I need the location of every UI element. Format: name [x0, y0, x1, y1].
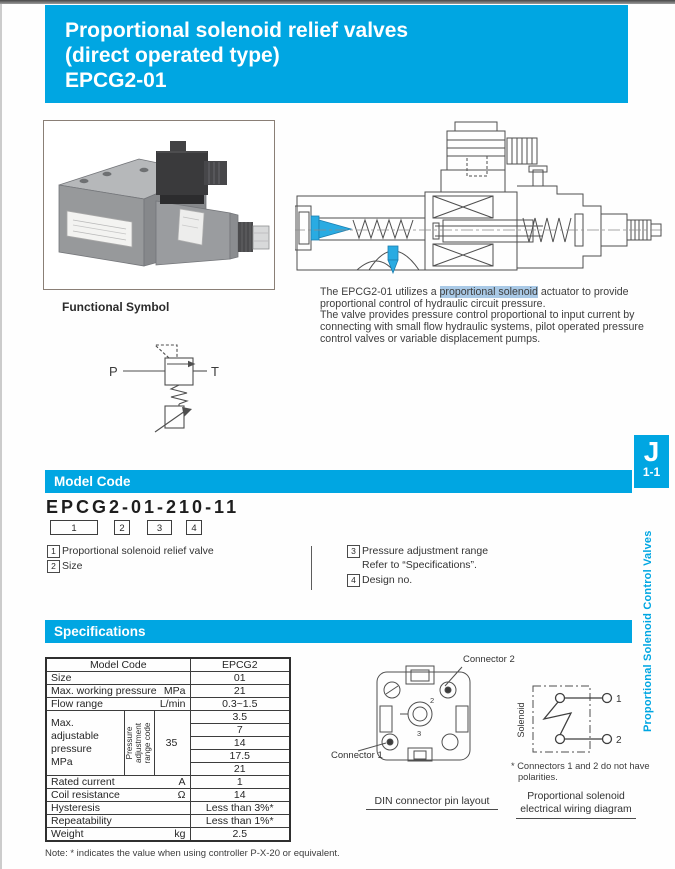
legend-divider — [311, 546, 312, 590]
section-tab — [634, 435, 669, 488]
solenoid-label: Solenoid — [516, 702, 526, 738]
intro-highlighted-term: proportional solenoid — [439, 286, 538, 298]
legend-text-3b: Refer to “Specifications”. — [362, 559, 477, 571]
page-left-edge — [0, 4, 2, 869]
terminal-1-label: 1 — [616, 694, 622, 705]
spec-weight-label: Weight — [51, 828, 84, 840]
spec-adj-label: Max. adjustable pressure MPa — [51, 717, 99, 768]
page-title-line3: EPCG2-01 — [65, 69, 167, 92]
spec-rated-label: Rated current — [51, 776, 115, 788]
page-title-line1: Proportional solenoid relief valves — [65, 19, 409, 42]
spec-note: Note: * indicates the value when using controller P-X-20 or equivalent. — [45, 848, 340, 859]
spec-rated-value: 1 — [190, 776, 290, 789]
page-title-banner — [45, 5, 628, 103]
table-row — [46, 789, 290, 802]
drawing-poppet-highlight — [319, 220, 351, 238]
functional-symbol-diagram — [105, 333, 240, 445]
cross-section-drawing — [295, 120, 665, 287]
model-code-section-header: Model Code — [45, 470, 632, 493]
valve-photo-illustration — [44, 121, 272, 287]
legend-text-4: Design no. — [362, 574, 413, 586]
spec-coil-value: 14 — [190, 789, 290, 802]
symbol-pilot-line — [155, 345, 177, 358]
legend-text-2: Size — [62, 560, 83, 572]
table-row — [46, 711, 290, 724]
intro-post: actuator to provide proportional control of hydraulic circuit pressure. — [320, 286, 629, 310]
spec-flow-value: 0.3~1.5 — [190, 698, 290, 711]
spec-adj-code-0: 35 — [165, 736, 178, 749]
symbol-solenoid-box — [165, 406, 184, 428]
product-photo — [43, 120, 275, 290]
spec-header-label: Model Code — [46, 658, 190, 672]
table-row — [46, 815, 290, 828]
table-row — [46, 802, 290, 815]
table-row — [46, 698, 290, 711]
spec-adj-value-1: 7 — [190, 724, 290, 737]
table-row — [46, 685, 290, 698]
legend-num-2: 2 — [47, 560, 60, 573]
section-tab-number: 1-1 — [642, 465, 661, 479]
drawing-din-plug — [447, 131, 505, 170]
model-code-box-1: 1 — [50, 520, 98, 535]
spec-coil-label: Coil resistance — [51, 789, 120, 801]
legend-text-3: Pressure adjustment range — [362, 545, 489, 557]
spec-weight-value: 2.5 — [190, 828, 290, 842]
intro-line2: The valve provides pressure control proportional to input current by connecting with small flow hydraulic systems, pilot operated pressure control valves or variable displacement pumps. — [320, 309, 644, 345]
model-code-box-2: 2 — [114, 520, 130, 535]
spec-size-value: 01 — [190, 672, 290, 685]
spec-weight-unit: kg — [174, 828, 186, 840]
spec-adj-value-2: 14 — [190, 737, 290, 750]
legend-text-1: Proportional solenoid relief valve — [62, 545, 214, 557]
spec-rep-value: Less than 1%* — [190, 815, 290, 828]
spec-mwp-label: Max. working pressure — [51, 685, 157, 697]
model-code-value: EPCG2-01-210-11 — [46, 497, 240, 517]
legend-item-3 — [347, 545, 488, 558]
spec-mwp-value: 21 — [190, 685, 290, 698]
spec-rated-unit: A — [178, 776, 186, 788]
specifications-table — [45, 657, 291, 842]
section-tab-letter: J — [643, 436, 660, 467]
wiring-note: * Connectors 1 and 2 do not have polarities. — [511, 761, 650, 782]
spec-flow-unit: L/min — [159, 698, 186, 710]
spec-hyst-label: Hysteresis — [46, 802, 190, 815]
spec-adj-value-0: 3.5 — [190, 711, 290, 724]
drawing-seat-highlight — [311, 216, 319, 240]
terminal-2-label: 2 — [616, 735, 622, 746]
spec-rep-label: Repeatability — [46, 815, 190, 828]
spec-mwp-unit: MPa — [163, 685, 186, 697]
legend-item-4 — [347, 574, 412, 587]
spec-header-value: EPCG2 — [190, 658, 290, 672]
table-row — [46, 828, 290, 842]
specifications-section-header: Specifications — [45, 620, 632, 643]
spec-size-label: Size — [46, 672, 190, 685]
connector2-label: Connector 2 — [463, 654, 515, 665]
spec-coil-unit: Ω — [177, 789, 186, 801]
hex-nut — [253, 226, 269, 249]
connector1-label: Connector 1 — [331, 750, 383, 761]
solenoid-coil-symbol — [544, 702, 571, 735]
spec-hyst-value: Less than 3%* — [190, 802, 290, 815]
intro-pre: The EPCG2-01 utilizes a — [320, 286, 440, 298]
spec-flow-label: Flow range — [51, 698, 103, 710]
spec-adj-value-3: 17.5 — [190, 750, 290, 763]
page-title-line2: (direct operated type) — [65, 44, 280, 67]
model-code-box-3: 3 — [147, 520, 172, 535]
din-pin-3: 3 — [417, 729, 422, 738]
intro-paragraph — [320, 287, 646, 346]
spec-adj-value-4: 21 — [190, 763, 290, 776]
legend-item-2 — [47, 560, 82, 573]
legend-num-1: 1 — [47, 545, 60, 558]
wiring-diagram — [500, 660, 640, 760]
table-row — [46, 776, 290, 789]
din-caption: DIN connector pin layout — [366, 795, 498, 810]
legend-num-4: 4 — [347, 574, 360, 587]
functional-symbol-heading: Functional Symbol — [62, 300, 170, 314]
table-row — [46, 672, 290, 685]
page-top-edge — [0, 0, 675, 4]
din-connector-photo — [156, 151, 208, 195]
legend-num-3: 3 — [347, 545, 360, 558]
din-pin-2: 2 — [430, 696, 435, 705]
model-code-box-4: 4 — [186, 520, 202, 535]
port-t-label: T — [211, 364, 219, 379]
port-p-label: P — [109, 364, 118, 379]
symbol-spring — [171, 385, 187, 404]
spec-adj-rotated-header: Pressure adjustment range code — [124, 711, 155, 775]
table-row — [46, 658, 290, 672]
section-vertical-label: Proportional Solenoid Control Valves — [642, 530, 654, 732]
wiring-caption: Proportional solenoid electrical wiring diagram — [516, 790, 636, 819]
legend-item-1 — [47, 545, 214, 558]
